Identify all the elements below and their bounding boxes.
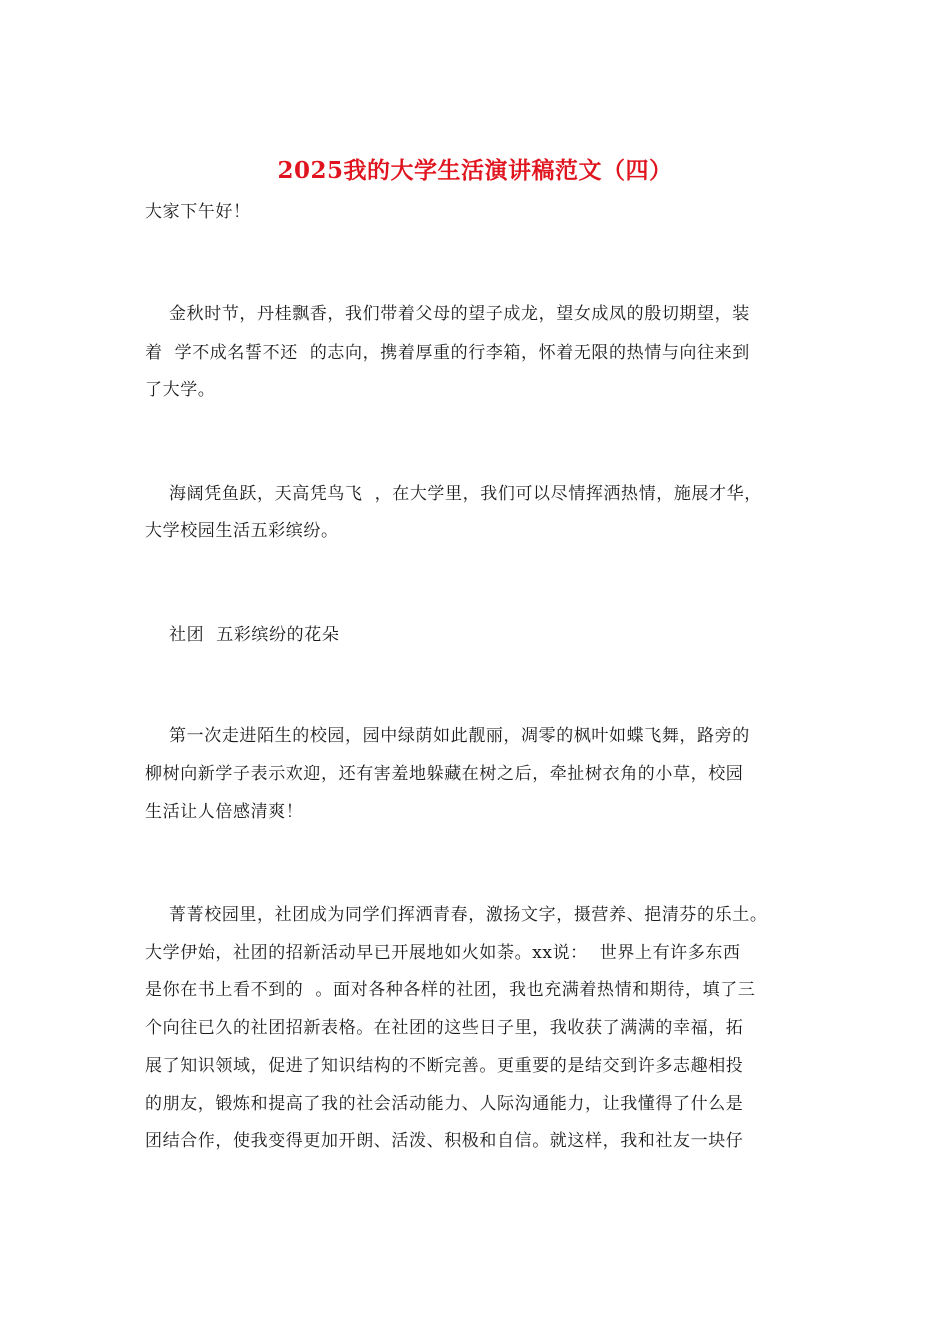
paragraph-1-line-2: 着 学不成名誓不还 的志向，携着厚重的行李箱，怀着无限的热情与向往来到	[145, 343, 750, 363]
paragraph-1-line-3: 了大学。	[145, 380, 216, 400]
paragraph-4-line-7: 团结合作，使我变得更加开朗、活泼、积极和自信。就这样，我和社友一块仔	[145, 1131, 744, 1151]
paragraph-4-line-1: 菁菁校园里，社团成为同学们挥洒青春，激扬文字，摄营养、挹清芬的乐土。	[145, 905, 768, 925]
greeting-line: 大家下午好！	[145, 202, 251, 222]
paragraph-3-line-3: 生活让人倍感清爽！	[145, 802, 304, 822]
paragraph-4-line-3: 是你在书上看不到的 。面对各种各样的社团，我也充满着热情和期待，填了三	[145, 980, 756, 1000]
paragraph-4-line-5: 展了知识领域，促进了知识结构的不断完善。更重要的是结交到许多志趣相投	[145, 1056, 744, 1076]
section-heading: 社团 五彩缤纷的花朵	[145, 625, 340, 645]
paragraph-3-line-1: 第一次走进陌生的校园，园中绿荫如此靓丽，凋零的枫叶如蝶飞舞，路旁的	[145, 726, 750, 746]
paragraph-3-line-2: 柳树向新学子表示欢迎，还有害羞地躲藏在树之后，牵扯树衣角的小草，校园	[145, 764, 744, 784]
paragraph-4-line-4: 个向往已久的社团招新表格。在社团的这些日子里，我收获了满满的幸福，拓	[145, 1018, 744, 1038]
page-title: 2025我的大学生活演讲稿范文（四）	[277, 157, 673, 184]
paragraph-2-line-1: 海阔凭鱼跃，天高凭鸟飞 ，在大学里，我们可以尽情挥洒热情，施展才华，	[145, 484, 762, 504]
paragraph-4-line-2: 大学伊始，社团的招新活动早已开展地如火如荼。xx说： 世界上有许多东西	[145, 943, 741, 963]
paragraph-4-line-6: 的朋友，锻炼和提高了我的社会活动能力、人际沟通能力，让我懂得了什么是	[145, 1094, 744, 1114]
paragraph-2-line-2: 大学校园生活五彩缤纷。	[145, 521, 339, 541]
paragraph-1-line-1: 金秋时节，丹桂飘香，我们带着父母的望子成龙，望女成凤的殷切期望，装	[145, 304, 750, 324]
